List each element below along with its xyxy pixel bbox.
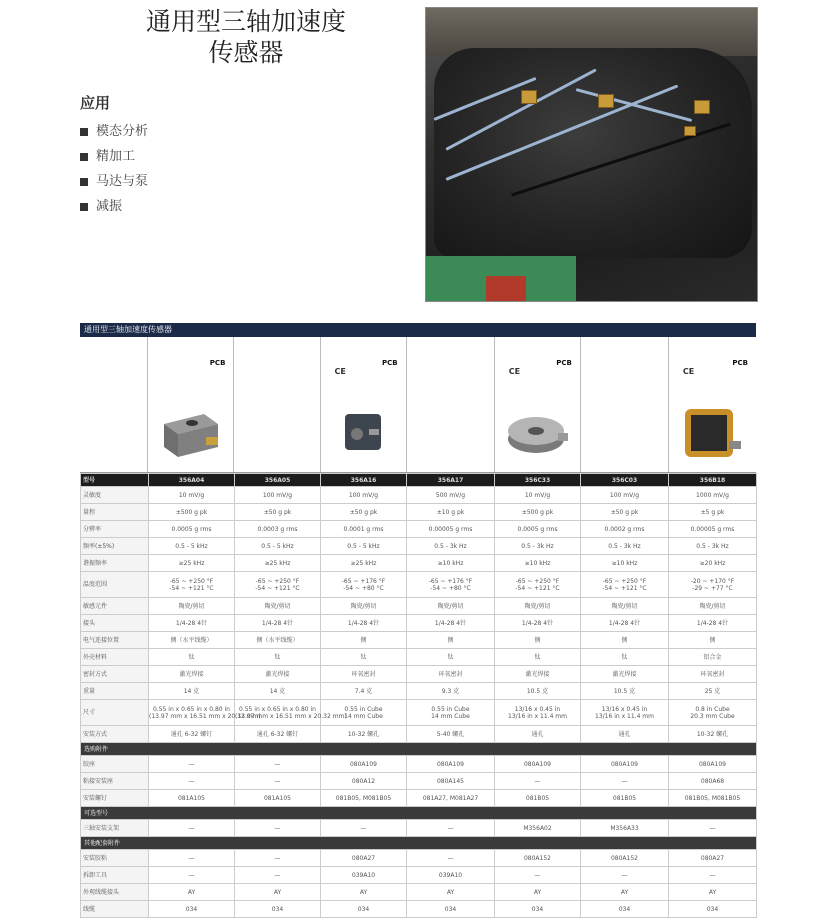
table-row xyxy=(81,598,757,615)
spec-cell: 1/4-28 4针 xyxy=(495,615,581,632)
bullet-icon xyxy=(80,203,88,211)
spec-cell: 034 xyxy=(321,901,407,918)
spec-cell: -65 ~ +250 °F -54 ~ +121 °C xyxy=(149,572,235,598)
spec-cell: 500 mV/g xyxy=(407,487,495,504)
table-row xyxy=(81,474,757,487)
spec-cell: 0.0005 g rms xyxy=(495,521,581,538)
table-row xyxy=(81,632,757,649)
row-label: 密封方式 xyxy=(81,666,149,683)
row-label: 敏感元件 xyxy=(81,598,149,615)
spec-cell: 陶瓷/剪切 xyxy=(235,598,321,615)
spec-cell: 1/4-28 4针 xyxy=(581,615,669,632)
seat-cushion xyxy=(434,48,752,258)
row-label: 安装胶粘 xyxy=(81,850,149,867)
spec-cell: 0.5 - 5 kHz xyxy=(235,538,321,555)
spec-cell: 080A109 xyxy=(581,756,669,773)
spec-cell: 100 mV/g xyxy=(235,487,321,504)
spec-cell: 356C03 xyxy=(581,474,669,487)
title-line-2: 传感器 xyxy=(208,38,284,67)
row-label: 接头 xyxy=(81,615,149,632)
row-label: 分辨率 xyxy=(81,521,149,538)
spec-cell: — xyxy=(149,867,235,884)
spec-cell: -20 ~ +170 °F -29 ~ +77 °C xyxy=(669,572,757,598)
spec-cell: 钛 xyxy=(235,649,321,666)
table-row xyxy=(81,572,757,598)
application-label: 模态分析 xyxy=(96,124,149,139)
spec-cell: 0.5 - 3k Hz xyxy=(495,538,581,555)
spec-cell: ±50 g pk xyxy=(581,504,669,521)
spec-cell: M356A02 xyxy=(495,820,581,837)
spec-cell: 080A109 xyxy=(669,756,757,773)
spec-cell: 1/4-28 4针 xyxy=(407,615,495,632)
spec-cell: ±5 g pk xyxy=(669,504,757,521)
spec-cell: 080A145 xyxy=(407,773,495,790)
bullet-icon xyxy=(80,128,88,136)
spec-cell: 钛 xyxy=(321,649,407,666)
spec-cell: — xyxy=(149,820,235,837)
row-label: 外壳材料 xyxy=(81,649,149,666)
spec-cell: 环氧密封 xyxy=(321,666,407,683)
application-label: 精加工 xyxy=(96,149,136,164)
spec-cell: 356C33 xyxy=(495,474,581,487)
spec-cell: — xyxy=(669,820,757,837)
spec-cell: 356A17 xyxy=(407,474,495,487)
product-image-cell xyxy=(494,337,580,472)
spec-cell: 0.0002 g rms xyxy=(581,521,669,538)
application-item xyxy=(80,169,148,194)
spec-cell: 陶瓷/剪切 xyxy=(669,598,757,615)
spec-cell: 0.55 in Cube 14 mm Cube xyxy=(321,700,407,726)
spec-cell: 陶瓷/剪切 xyxy=(407,598,495,615)
spec-cell: AY xyxy=(581,884,669,901)
spec-cell: 0.5 - 5 kHz xyxy=(321,538,407,555)
row-label: 外观线缆接头 xyxy=(81,884,149,901)
spec-cell: 7.4 克 xyxy=(321,683,407,700)
spec-cell: 081A27, M081A27 xyxy=(407,790,495,807)
product-image-cell xyxy=(233,337,319,472)
spec-cell: 陶瓷/剪切 xyxy=(321,598,407,615)
row-label: 灵敏度 xyxy=(81,487,149,504)
spec-cell: 356A16 xyxy=(321,474,407,487)
spec-cell: — xyxy=(495,867,581,884)
spec-cell: 环氧密封 xyxy=(407,666,495,683)
application-item xyxy=(80,144,148,169)
spec-cell: 0.55 in x 0.65 in x 0.80 in (13.97 mm x 16.51 mm x 20.32 mm) xyxy=(235,700,321,726)
row-label: 型号 xyxy=(81,474,149,487)
applications-list xyxy=(80,92,148,219)
spec-cell: 081B05 xyxy=(495,790,581,807)
brand-logo: PCB xyxy=(732,359,749,367)
spec-cell: 081B05 xyxy=(581,790,669,807)
spec-cell: AY xyxy=(407,884,495,901)
accelerometer xyxy=(521,90,537,104)
spec-cell: 通孔 xyxy=(581,726,669,743)
table-row xyxy=(81,726,757,743)
row-label: 温度范围 xyxy=(81,572,149,598)
spec-cell: — xyxy=(149,756,235,773)
spec-cell: 10.5 克 xyxy=(495,683,581,700)
product-image-cell xyxy=(406,337,494,472)
row-label: 安装螺钉 xyxy=(81,790,149,807)
spec-cell: ≥20 kHz xyxy=(669,555,757,572)
spec-cell: ±500 g pk xyxy=(495,504,581,521)
table-row xyxy=(81,867,757,884)
spec-cell: 25 克 xyxy=(669,683,757,700)
spec-cell: — xyxy=(581,867,669,884)
table-row xyxy=(81,683,757,700)
section-header xyxy=(81,837,757,850)
spec-cell: AY xyxy=(495,884,581,901)
spec-cell: 034 xyxy=(149,901,235,918)
product-photo xyxy=(502,399,572,463)
spec-cell: — xyxy=(321,820,407,837)
table-row xyxy=(81,538,757,555)
spec-cell: 0.8 in Cube 20.3 mm Cube xyxy=(669,700,757,726)
row-label: 线缆 xyxy=(81,901,149,918)
spec-cell: — xyxy=(581,773,669,790)
spec-cell: 0.0001 g rms xyxy=(321,521,407,538)
application-label: 减振 xyxy=(96,199,123,214)
product-image-cell xyxy=(580,337,668,472)
spec-cell: 14 克 xyxy=(149,683,235,700)
product-photo xyxy=(677,399,747,467)
spec-cell: 陶瓷/剪切 xyxy=(495,598,581,615)
spec-cell: 081B05, M081B05 xyxy=(669,790,757,807)
row-label: 重量 xyxy=(81,683,149,700)
spec-cell: M356A33 xyxy=(581,820,669,837)
brand-logo: PCB xyxy=(209,359,226,367)
row-label: 安装方式 xyxy=(81,726,149,743)
spec-cell: 081A105 xyxy=(149,790,235,807)
table-row xyxy=(81,790,757,807)
table-row xyxy=(81,649,757,666)
spec-table-body xyxy=(80,473,757,918)
bullet-icon xyxy=(80,153,88,161)
spec-cell: 陶瓷/剪切 xyxy=(581,598,669,615)
section-label: 可选型号 xyxy=(81,807,757,820)
table-row xyxy=(81,884,757,901)
spec-cell: 1/4-28 4针 xyxy=(321,615,407,632)
spec-cell: 13/16 x 0.45 in 13/16 in x 11.4 mm xyxy=(495,700,581,726)
section-label: 选购附件 xyxy=(81,743,757,756)
spec-cell: 激光焊接 xyxy=(581,666,669,683)
spec-cell: 通孔 xyxy=(495,726,581,743)
ce-mark: CE xyxy=(508,367,521,376)
spec-cell: AY xyxy=(149,884,235,901)
section-header xyxy=(81,743,757,756)
row-label: 尺寸 xyxy=(81,700,149,726)
spec-cell: 铝合金 xyxy=(669,649,757,666)
spec-cell: 10.5 克 xyxy=(581,683,669,700)
floor-marker xyxy=(486,276,526,301)
spec-cell: 1/4-28 4针 xyxy=(149,615,235,632)
table-row xyxy=(81,615,757,632)
spec-cell: 039A10 xyxy=(407,867,495,884)
spec-table xyxy=(80,323,756,918)
spec-cell: ≥25 kHz xyxy=(321,555,407,572)
blank-header-cell xyxy=(80,337,147,472)
spec-cell: 钛 xyxy=(407,649,495,666)
spec-cell: — xyxy=(407,850,495,867)
spec-cell: 激光焊接 xyxy=(149,666,235,683)
spec-cell: ±500 g pk xyxy=(149,504,235,521)
ce-mark: CE xyxy=(682,367,695,376)
spec-cell: 陶瓷/剪切 xyxy=(149,598,235,615)
row-label: 电气连接位置 xyxy=(81,632,149,649)
spec-cell: — xyxy=(235,773,321,790)
table-row xyxy=(81,700,757,726)
row-label: 量程 xyxy=(81,504,149,521)
ce-mark: CE xyxy=(334,367,346,376)
spec-cell: — xyxy=(235,850,321,867)
spec-cell: 环氧密封 xyxy=(669,666,757,683)
row-label: 谐振频率 xyxy=(81,555,149,572)
spec-cell: 356B18 xyxy=(669,474,757,487)
title-line-1: 通用型三轴加速度 xyxy=(145,7,346,36)
spec-cell: ≥25 kHz xyxy=(149,555,235,572)
table-row xyxy=(81,820,757,837)
spec-cell: ≥10 kHz xyxy=(495,555,581,572)
spec-cell: — xyxy=(235,756,321,773)
accelerometer xyxy=(598,94,614,108)
application-label: 马达与泵 xyxy=(96,174,149,189)
product-image-cell xyxy=(147,337,233,472)
spec-cell: ≥10 kHz xyxy=(407,555,495,572)
accelerometer xyxy=(694,100,710,114)
table-row xyxy=(81,666,757,683)
row-label: 粘接安装座 xyxy=(81,773,149,790)
spec-cell: -65 ~ +250 °F -54 ~ +121 °C xyxy=(581,572,669,598)
spec-cell: 钛 xyxy=(581,649,669,666)
spec-cell: -65 ~ +250 °F -54 ~ +121 °C xyxy=(235,572,321,598)
application-item xyxy=(80,194,148,219)
spec-cell: 侧（水平线缆） xyxy=(149,632,235,649)
row-label: 频率(±5%) xyxy=(81,538,149,555)
spec-cell: 侧 xyxy=(407,632,495,649)
spec-cell: 080A27 xyxy=(669,850,757,867)
spec-cell: 5-40 螺孔 xyxy=(407,726,495,743)
spec-cell: 080A12 xyxy=(321,773,407,790)
row-label: 胶座 xyxy=(81,756,149,773)
accelerometer xyxy=(684,126,696,136)
spec-cell: 356A05 xyxy=(235,474,321,487)
table-row xyxy=(81,555,757,572)
spec-cell: 1/4-28 4针 xyxy=(669,615,757,632)
spec-cell: — xyxy=(149,850,235,867)
brand-logo: PCB xyxy=(382,359,398,367)
spec-cell: 0.55 in Cube 14 mm Cube xyxy=(407,700,495,726)
spec-cell: ≥25 kHz xyxy=(235,555,321,572)
sensor-product-icon xyxy=(156,399,226,459)
spec-cell: 081A105 xyxy=(235,790,321,807)
spec-cell: 0.0005 g rms xyxy=(149,521,235,538)
spec-cell: 356A04 xyxy=(149,474,235,487)
table-row xyxy=(81,773,757,790)
spec-cell: 0.5 - 5 kHz xyxy=(149,538,235,555)
spec-cell: 0.0003 g rms xyxy=(235,521,321,538)
product-image-cell xyxy=(668,337,756,472)
spec-cell: 侧（水平线缆） xyxy=(235,632,321,649)
product-image-cell xyxy=(320,337,406,472)
spec-cell: 10 mV/g xyxy=(149,487,235,504)
spec-cell: 1000 mV/g xyxy=(669,487,757,504)
spec-cell: 钛 xyxy=(495,649,581,666)
spec-cell: 100 mV/g xyxy=(581,487,669,504)
spec-cell: 13/16 x 0.45 in 13/16 in x 11.4 mm xyxy=(581,700,669,726)
spec-cell: ±10 g pk xyxy=(407,504,495,521)
applications-heading: 应用 xyxy=(80,94,111,112)
spec-cell: 10 mV/g xyxy=(495,487,581,504)
spec-cell: AY xyxy=(669,884,757,901)
spec-cell: ±50 g pk xyxy=(321,504,407,521)
spec-cell: 9.3 克 xyxy=(407,683,495,700)
table-row xyxy=(81,504,757,521)
spec-cell: 侧 xyxy=(669,632,757,649)
table-row xyxy=(81,850,757,867)
spec-cell: 080A109 xyxy=(407,756,495,773)
spec-cell: 钛 xyxy=(149,649,235,666)
spec-cell: 0.00005 g rms xyxy=(669,521,757,538)
sensor-product-icon xyxy=(502,399,572,459)
spec-cell: 通孔 6-32 螺钉 xyxy=(149,726,235,743)
spec-cell: 080A27 xyxy=(321,850,407,867)
spec-cell: AY xyxy=(321,884,407,901)
application-item xyxy=(80,119,148,144)
spec-cell: 080A152 xyxy=(495,850,581,867)
spec-cell: 080A109 xyxy=(495,756,581,773)
spec-cell: — xyxy=(407,820,495,837)
section-header xyxy=(81,807,757,820)
spec-cell: 0.5 - 3k Hz xyxy=(669,538,757,555)
spec-cell: 100 mV/g xyxy=(321,487,407,504)
bullet-icon xyxy=(80,178,88,186)
row-label: 拆卸工具 xyxy=(81,867,149,884)
product-photo xyxy=(333,399,393,463)
spec-cell: 0.5 - 3k Hz xyxy=(407,538,495,555)
spec-cell: 080A109 xyxy=(321,756,407,773)
spec-cell: 激光焊接 xyxy=(235,666,321,683)
spec-cell: 080A152 xyxy=(581,850,669,867)
spec-cell: -65 ~ +250 °F -54 ~ +121 °C xyxy=(495,572,581,598)
sensor-product-icon xyxy=(677,399,747,463)
spec-cell: 10-32 螺孔 xyxy=(669,726,757,743)
spec-cell: 0.5 - 3k Hz xyxy=(581,538,669,555)
spec-cell: 034 xyxy=(407,901,495,918)
spec-cell: 039A10 xyxy=(321,867,407,884)
spec-cell: 1/4-28 4针 xyxy=(235,615,321,632)
spec-cell: ≥10 kHz xyxy=(581,555,669,572)
spec-cell: 034 xyxy=(581,901,669,918)
table-row xyxy=(81,901,757,918)
row-label: 三轴安装支架 xyxy=(81,820,149,837)
spec-cell: 侧 xyxy=(321,632,407,649)
spec-cell: 激光焊接 xyxy=(495,666,581,683)
section-label: 其他配套附件 xyxy=(81,837,757,850)
spec-cell: 034 xyxy=(495,901,581,918)
spec-cell: 14 克 xyxy=(235,683,321,700)
product-photo xyxy=(156,399,226,463)
spec-cell: 0.55 in x 0.65 in x 0.80 in (13.97 mm x 16.51 mm x 20.32 mm) xyxy=(149,700,235,726)
spec-cell: 034 xyxy=(235,901,321,918)
spec-cell: — xyxy=(495,773,581,790)
spec-cell: ±50 g pk xyxy=(235,504,321,521)
spec-cell: 081B05, M081B05 xyxy=(321,790,407,807)
spec-cell: 034 xyxy=(669,901,757,918)
table-title: 通用型三轴加速度传感器 xyxy=(80,323,756,337)
table-row xyxy=(81,521,757,538)
spec-cell: — xyxy=(669,867,757,884)
spec-cell: — xyxy=(235,867,321,884)
spec-cell: 侧 xyxy=(581,632,669,649)
table-row xyxy=(81,756,757,773)
brand-logo: PCB xyxy=(556,359,572,367)
spec-cell: — xyxy=(235,820,321,837)
page-title xyxy=(96,6,396,68)
spec-cell: AY xyxy=(235,884,321,901)
sensor-product-icon xyxy=(333,399,393,459)
table-row xyxy=(81,487,757,504)
spec-cell: 通孔 6-32 螺钉 xyxy=(235,726,321,743)
spec-cell: — xyxy=(149,773,235,790)
spec-cell: -65 ~ +176 °F -54 ~ +80 °C xyxy=(321,572,407,598)
spec-cell: 0.00005 g rms xyxy=(407,521,495,538)
spec-cell: 080A68 xyxy=(669,773,757,790)
spec-cell: 10-32 螺孔 xyxy=(321,726,407,743)
seat-test-photo xyxy=(425,7,758,302)
spec-cell: 侧 xyxy=(495,632,581,649)
spec-cell: -65 ~ +176 °F -54 ~ +80 °C xyxy=(407,572,495,598)
product-images-row xyxy=(80,337,756,473)
